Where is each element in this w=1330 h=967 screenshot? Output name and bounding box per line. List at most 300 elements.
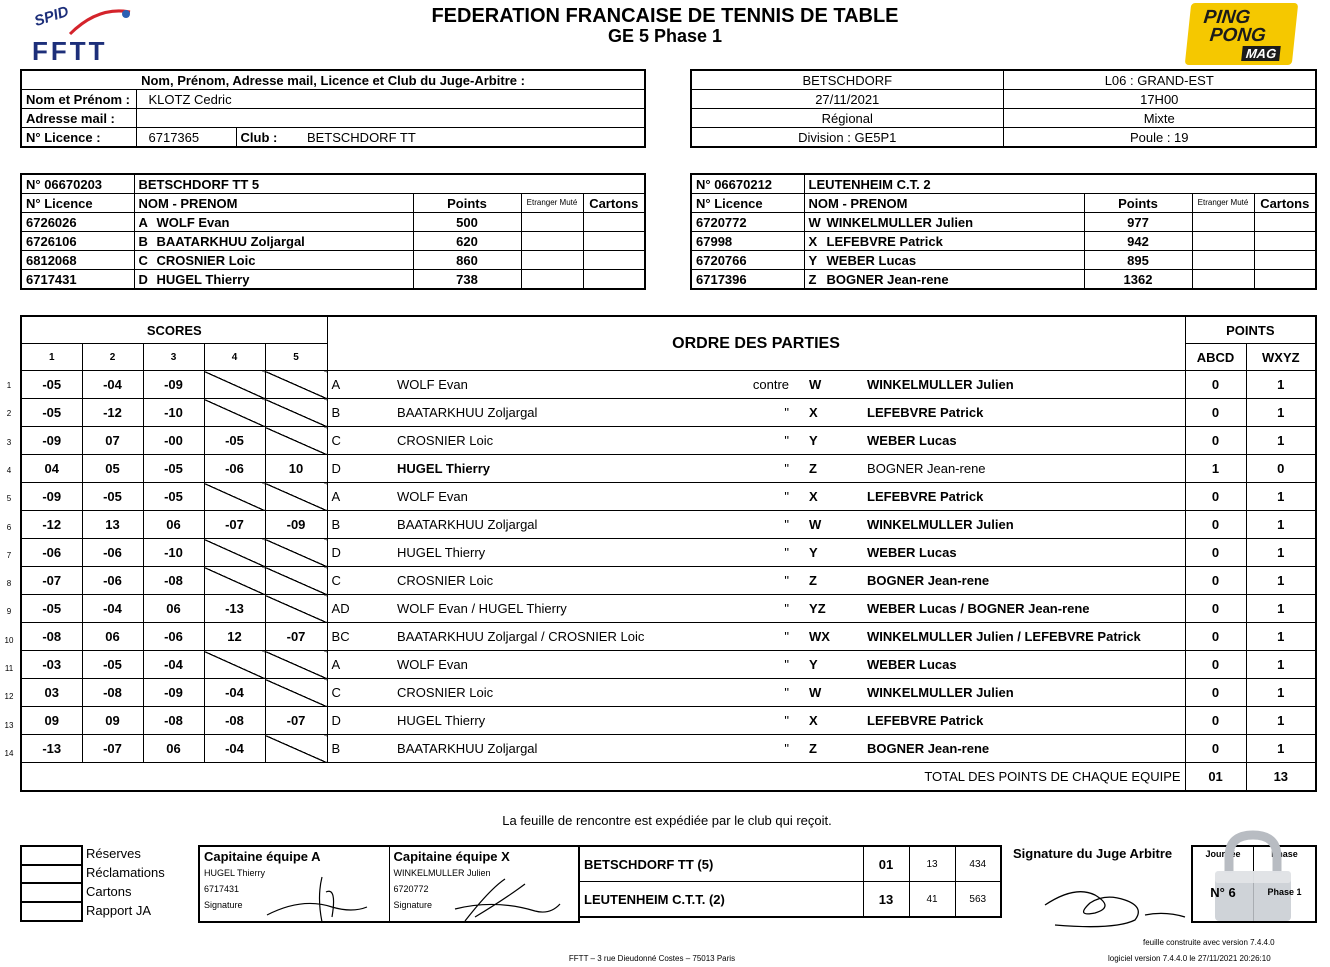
player-a-name: CROSNIER Loic bbox=[393, 567, 723, 595]
checkbox-label: Réserves bbox=[86, 846, 141, 861]
player-name: WOLF Evan bbox=[156, 214, 230, 230]
player-foreign bbox=[521, 232, 583, 251]
set-1-score: 04 bbox=[21, 455, 82, 483]
player-x-name: WINKELMULLER Julien / LEFEBVRE Patrick bbox=[863, 623, 1185, 651]
page-title: FEDERATION FRANCAISE DE TENNIS DE TABLE bbox=[431, 5, 899, 27]
set-4-score: -04 bbox=[204, 735, 265, 763]
player-a-letter: B bbox=[327, 399, 393, 427]
set-2-score: -12 bbox=[82, 399, 143, 427]
set-5-score bbox=[265, 567, 327, 595]
player-foreign bbox=[1192, 251, 1254, 270]
player-a-name: CROSNIER Loic bbox=[393, 679, 723, 707]
match-division: Division : GE5P1 bbox=[691, 128, 1003, 148]
checkbox[interactable] bbox=[20, 883, 83, 903]
team-x-player-row bbox=[691, 270, 1316, 290]
day-value: N° 6 bbox=[1210, 885, 1236, 900]
player-x-letter: Y bbox=[793, 651, 863, 679]
set-4-score: -08 bbox=[204, 707, 265, 735]
set-1-score: -05 bbox=[21, 371, 82, 399]
versus-label: " bbox=[723, 707, 793, 735]
game-row bbox=[21, 623, 1316, 651]
set-3-score: -09 bbox=[143, 371, 204, 399]
total-label: TOTAL DES POINTS DE CHAQUE EQUIPE bbox=[21, 763, 1185, 792]
team-a-col-cards: Cartons bbox=[583, 194, 645, 213]
game-row-number: 1 bbox=[6, 381, 12, 390]
set-2-score: 07 bbox=[82, 427, 143, 455]
player-licence: 6720766 bbox=[691, 251, 804, 270]
player-name: HUGEL Thierry bbox=[156, 271, 250, 287]
match-location: BETSCHDORF bbox=[691, 70, 1003, 90]
logo-ping-text: PING bbox=[1202, 7, 1252, 28]
set-4-score: -06 bbox=[204, 455, 265, 483]
versus-label: " bbox=[723, 455, 793, 483]
set-2-score: -05 bbox=[82, 651, 143, 679]
player-a-letter: C bbox=[327, 567, 393, 595]
referee-name-label: Nom et Prénom : bbox=[21, 90, 136, 109]
set-1-score: -13 bbox=[21, 735, 82, 763]
team-a-number: N° 06670203 bbox=[21, 174, 134, 194]
team-x-col-points: Points bbox=[1084, 194, 1192, 213]
player-points: 1362 bbox=[1084, 270, 1192, 290]
referee-licence-label: N° Licence : bbox=[21, 128, 136, 148]
player-a-name: HUGEL Thierry bbox=[393, 539, 723, 567]
player-licence: 6812068 bbox=[21, 251, 134, 270]
player-name-cell bbox=[134, 232, 413, 251]
player-name: BOGNER Jean-rene bbox=[826, 271, 949, 287]
player-x-letter: Y bbox=[793, 427, 863, 455]
team-a-col-name: NOM - PRENOM bbox=[134, 194, 413, 213]
player-points: 738 bbox=[413, 270, 521, 290]
points-heading: POINTS bbox=[1185, 316, 1316, 344]
referee-mail-label: Adresse mail : bbox=[21, 109, 136, 128]
set-4-score: -05 bbox=[204, 427, 265, 455]
set-2-score: -04 bbox=[82, 371, 143, 399]
set-1-score: -12 bbox=[21, 511, 82, 539]
player-x-letter: W bbox=[793, 371, 863, 399]
player-a-letter: BC bbox=[327, 623, 393, 651]
player-cards bbox=[1254, 251, 1316, 270]
player-a-letter: C bbox=[327, 679, 393, 707]
points-team-x: 1 bbox=[1246, 539, 1316, 567]
referee-club: BETSCHDORF TT bbox=[306, 129, 416, 145]
set-3-score: -05 bbox=[143, 455, 204, 483]
team-a-col-licence: N° Licence bbox=[21, 194, 134, 213]
player-name: WEBER Lucas bbox=[826, 252, 917, 268]
set-1-score: -09 bbox=[21, 427, 82, 455]
player-a-letter: C bbox=[327, 427, 393, 455]
player-letter: W bbox=[808, 214, 821, 230]
captain-a-cell bbox=[199, 846, 389, 922]
player-x-name: WEBER Lucas bbox=[863, 651, 1185, 679]
set-1-score: -05 bbox=[21, 399, 82, 427]
player-cards bbox=[583, 251, 645, 270]
player-a-letter: A bbox=[327, 371, 393, 399]
versus-label: " bbox=[723, 651, 793, 679]
page-subtitle: GE 5 Phase 1 bbox=[607, 26, 723, 46]
set-2-score: -08 bbox=[82, 679, 143, 707]
team-x-col-cards: Cartons bbox=[1254, 194, 1316, 213]
player-name-cell bbox=[134, 213, 413, 232]
result-team-a-sets: 13 bbox=[909, 846, 955, 882]
game-row-number: 14 bbox=[4, 748, 14, 758]
points-col-abcd: ABCD bbox=[1185, 344, 1246, 371]
player-name: BAATARKHUU Zoljargal bbox=[156, 233, 305, 249]
ping-pong-mag-logo bbox=[1185, 3, 1299, 65]
lock-icon bbox=[1199, 827, 1307, 923]
game-row bbox=[21, 651, 1316, 679]
player-x-name: WEBER Lucas bbox=[863, 427, 1185, 455]
player-a-name: HUGEL Thierry bbox=[393, 707, 723, 735]
player-x-name: LEFEBVRE Patrick bbox=[863, 399, 1185, 427]
set-5-score bbox=[265, 539, 327, 567]
total-team-x: 13 bbox=[1246, 763, 1316, 792]
player-a-letter: A bbox=[327, 483, 393, 511]
team-a-player-row bbox=[21, 270, 645, 290]
referee-signature-icon bbox=[1035, 865, 1195, 935]
checkbox[interactable] bbox=[20, 864, 83, 884]
games-table bbox=[20, 315, 1317, 792]
player-name: LEFEBVRE Patrick bbox=[826, 233, 943, 249]
player-a-name: BAATARKHUU Zoljargal bbox=[393, 399, 723, 427]
team-a-player-row bbox=[21, 251, 645, 270]
set-1-score: 03 bbox=[21, 679, 82, 707]
referee-mail bbox=[136, 109, 645, 128]
player-x-letter: X bbox=[793, 483, 863, 511]
set-3-score: -06 bbox=[143, 623, 204, 651]
player-foreign bbox=[1192, 232, 1254, 251]
player-x-letter: Z bbox=[793, 735, 863, 763]
set-label-1: 1 bbox=[21, 344, 82, 371]
game-row bbox=[21, 455, 1316, 483]
player-a-name: WOLF Evan / HUGEL Thierry bbox=[393, 595, 723, 623]
set-5-score: -07 bbox=[265, 707, 327, 735]
order-heading: ORDRE DES PARTIES bbox=[327, 316, 1185, 371]
day-label: Journée bbox=[1205, 849, 1241, 859]
points-team-x: 1 bbox=[1246, 511, 1316, 539]
captain-x-licence: 6720772 bbox=[393, 884, 429, 894]
player-name-cell bbox=[804, 232, 1084, 251]
player-cards bbox=[583, 232, 645, 251]
set-3-score: -00 bbox=[143, 427, 204, 455]
player-x-letter: W bbox=[793, 679, 863, 707]
points-team-a: 0 bbox=[1185, 539, 1246, 567]
player-name-cell bbox=[804, 213, 1084, 232]
match-date: 27/11/2021 bbox=[691, 90, 1003, 109]
results-table bbox=[578, 845, 1002, 918]
player-x-letter: Z bbox=[793, 567, 863, 595]
software-note: logiciel version 7.4.4.0 le 27/11/2021 20:26:10 bbox=[1108, 954, 1271, 963]
logo-pong-text: PONG bbox=[1208, 25, 1267, 46]
team-a-col-foreign: Etranger Muté bbox=[521, 194, 583, 213]
match-level: Régional bbox=[691, 109, 1003, 128]
team-a-name: BETSCHDORF TT 5 bbox=[134, 174, 645, 194]
game-row-number: 12 bbox=[4, 692, 14, 702]
game-row bbox=[21, 595, 1316, 623]
game-row bbox=[21, 679, 1316, 707]
player-cards bbox=[1254, 232, 1316, 251]
set-4-score: -13 bbox=[204, 595, 265, 623]
set-2-score: 06 bbox=[82, 623, 143, 651]
team-a-player-row bbox=[21, 213, 645, 232]
points-team-x: 1 bbox=[1246, 651, 1316, 679]
set-3-score: -08 bbox=[143, 567, 204, 595]
player-x-letter: WX bbox=[793, 623, 863, 651]
player-x-name: LEFEBVRE Patrick bbox=[863, 483, 1185, 511]
points-col-wxyz: WXYZ bbox=[1246, 344, 1316, 371]
set-1-score: -05 bbox=[21, 595, 82, 623]
result-team-a: BETSCHDORF TT (5) bbox=[579, 846, 863, 882]
versus-label: contre bbox=[723, 371, 793, 399]
player-name-cell bbox=[134, 270, 413, 290]
set-5-score bbox=[265, 371, 327, 399]
referee-table bbox=[20, 69, 646, 148]
player-x-letter: X bbox=[793, 399, 863, 427]
team-x-number: N° 06670212 bbox=[691, 174, 804, 194]
player-licence: 6717431 bbox=[21, 270, 134, 290]
player-foreign bbox=[521, 213, 583, 232]
team-x-col-licence: N° Licence bbox=[691, 194, 804, 213]
player-a-letter: B bbox=[327, 511, 393, 539]
set-3-score: -10 bbox=[143, 399, 204, 427]
sent-note: La feuille de rencontre est expédiée par le club qui reçoit. bbox=[502, 813, 832, 828]
game-row-number: 9 bbox=[6, 607, 12, 617]
player-x-name: WINKELMULLER Julien bbox=[863, 371, 1185, 399]
set-label-2: 2 bbox=[82, 344, 143, 371]
player-name: CROSNIER Loic bbox=[156, 252, 256, 268]
set-3-score: 06 bbox=[143, 595, 204, 623]
set-5-score: 10 bbox=[265, 455, 327, 483]
set-label-5: 5 bbox=[265, 344, 327, 371]
versus-label: " bbox=[723, 567, 793, 595]
set-label-3: 3 bbox=[143, 344, 204, 371]
player-letter: D bbox=[138, 271, 148, 287]
player-x-letter: X bbox=[793, 707, 863, 735]
game-row-number: 6 bbox=[6, 522, 12, 532]
player-a-name: WOLF Evan bbox=[393, 483, 723, 511]
points-team-x: 1 bbox=[1246, 567, 1316, 595]
player-cards bbox=[1254, 270, 1316, 290]
match-info-table bbox=[690, 69, 1317, 148]
match-category: Mixte bbox=[1003, 109, 1316, 128]
referee-name: KLOTZ Cedric bbox=[136, 90, 645, 109]
set-5-score bbox=[265, 735, 327, 763]
points-team-a: 0 bbox=[1185, 567, 1246, 595]
set-1-score: -09 bbox=[21, 483, 82, 511]
points-team-x: 1 bbox=[1246, 679, 1316, 707]
captain-a-label: Capitaine équipe A bbox=[204, 849, 321, 864]
player-foreign bbox=[1192, 213, 1254, 232]
result-team-x-sets: 41 bbox=[909, 882, 955, 918]
set-5-score bbox=[265, 651, 327, 679]
player-a-letter: B bbox=[327, 735, 393, 763]
player-points: 500 bbox=[413, 213, 521, 232]
team-x-col-foreign: Etranger Muté bbox=[1192, 194, 1254, 213]
player-letter: Z bbox=[808, 271, 817, 287]
player-letter: Y bbox=[808, 252, 818, 268]
player-a-name: BAATARKHUU Zoljargal bbox=[393, 735, 723, 763]
match-league: L06 : GRAND-EST bbox=[1003, 70, 1316, 90]
points-team-x: 1 bbox=[1246, 623, 1316, 651]
set-1-score: 09 bbox=[21, 707, 82, 735]
versus-label: " bbox=[723, 595, 793, 623]
player-cards bbox=[583, 213, 645, 232]
player-letter: B bbox=[138, 233, 148, 249]
points-team-x: 1 bbox=[1246, 595, 1316, 623]
player-licence: 6720772 bbox=[691, 213, 804, 232]
checkbox-label: Rapport JA bbox=[86, 903, 152, 918]
versus-label: " bbox=[723, 427, 793, 455]
result-team-x: LEUTENHEIM C.T.T. (2) bbox=[579, 882, 863, 918]
game-row bbox=[21, 511, 1316, 539]
player-name-cell bbox=[804, 270, 1084, 290]
game-row bbox=[21, 399, 1316, 427]
player-points: 895 bbox=[1084, 251, 1192, 270]
player-cards bbox=[1254, 213, 1316, 232]
points-team-x: 1 bbox=[1246, 735, 1316, 763]
set-4-score: -07 bbox=[204, 511, 265, 539]
player-licence: 67998 bbox=[691, 232, 804, 251]
set-label-4: 4 bbox=[204, 344, 265, 371]
set-3-score: -04 bbox=[143, 651, 204, 679]
team-x-col-name: NOM - PRENOM bbox=[804, 194, 1084, 213]
checkbox[interactable] bbox=[20, 845, 83, 866]
set-1-score: -08 bbox=[21, 623, 82, 651]
points-team-a: 0 bbox=[1185, 707, 1246, 735]
set-1-score: -06 bbox=[21, 539, 82, 567]
points-team-a: 0 bbox=[1185, 371, 1246, 399]
game-row bbox=[21, 707, 1316, 735]
set-3-score: 06 bbox=[143, 511, 204, 539]
points-team-x: 1 bbox=[1246, 483, 1316, 511]
set-2-score: -04 bbox=[82, 595, 143, 623]
points-team-x: 1 bbox=[1246, 399, 1316, 427]
scores-heading: SCORES bbox=[21, 316, 327, 344]
team-a-table bbox=[20, 173, 646, 290]
player-points: 977 bbox=[1084, 213, 1192, 232]
captain-x-cell bbox=[389, 846, 579, 922]
player-a-name: BAATARKHUU Zoljargal bbox=[393, 511, 723, 539]
player-a-letter: D bbox=[327, 455, 393, 483]
result-team-x-balls: 563 bbox=[955, 882, 1001, 918]
player-x-name: BOGNER Jean-rene bbox=[863, 735, 1185, 763]
logo-spid-text: SPID bbox=[32, 3, 71, 30]
game-row-number: 7 bbox=[6, 550, 12, 560]
set-2-score: 05 bbox=[82, 455, 143, 483]
player-x-letter: YZ bbox=[793, 595, 863, 623]
player-a-letter: D bbox=[327, 707, 393, 735]
player-foreign bbox=[1192, 270, 1254, 290]
points-team-a: 0 bbox=[1185, 427, 1246, 455]
points-team-a: 0 bbox=[1185, 651, 1246, 679]
match-time: 17H00 bbox=[1003, 90, 1316, 109]
player-points: 620 bbox=[413, 232, 521, 251]
points-team-a: 0 bbox=[1185, 483, 1246, 511]
set-5-score bbox=[265, 679, 327, 707]
player-a-name: WOLF Evan bbox=[393, 371, 723, 399]
set-4-score: -04 bbox=[204, 679, 265, 707]
player-x-name: WEBER Lucas / BOGNER Jean-rene bbox=[863, 595, 1185, 623]
points-team-x: 0 bbox=[1246, 455, 1316, 483]
logo-fftt-text: FFTT bbox=[32, 36, 108, 66]
player-x-letter: W bbox=[793, 511, 863, 539]
player-a-letter: AD bbox=[327, 595, 393, 623]
game-row-number: 2 bbox=[6, 409, 12, 419]
set-3-score: 06 bbox=[143, 735, 204, 763]
team-x-name: LEUTENHEIM C.T. 2 bbox=[804, 174, 1316, 194]
captain-a-licence: 6717431 bbox=[204, 884, 240, 894]
referee-signature-label: Signature du Juge Arbitre bbox=[1013, 846, 1173, 861]
result-team-a-balls: 434 bbox=[955, 846, 1001, 882]
versus-label: " bbox=[723, 679, 793, 707]
game-row bbox=[21, 539, 1316, 567]
set-5-score bbox=[265, 399, 327, 427]
set-5-score: -07 bbox=[265, 623, 327, 651]
points-team-a: 0 bbox=[1185, 511, 1246, 539]
referee-heading: Nom, Prénom, Adresse mail, Licence et Club du Juge-Arbitre : bbox=[21, 70, 645, 90]
set-3-score: -05 bbox=[143, 483, 204, 511]
checkbox-label: Cartons bbox=[86, 884, 132, 899]
set-3-score: -09 bbox=[143, 679, 204, 707]
set-5-score: -09 bbox=[265, 511, 327, 539]
player-licence: 6726026 bbox=[21, 213, 134, 232]
player-letter: A bbox=[138, 214, 148, 230]
points-team-a: 1 bbox=[1185, 455, 1246, 483]
versus-label: " bbox=[723, 623, 793, 651]
result-team-a-points: 01 bbox=[863, 846, 909, 882]
total-team-a: 01 bbox=[1185, 763, 1246, 792]
set-5-score bbox=[265, 427, 327, 455]
set-4-score bbox=[204, 567, 265, 595]
referee-club-label: Club : bbox=[240, 129, 278, 145]
player-cards bbox=[583, 270, 645, 290]
team-x-player-row bbox=[691, 232, 1316, 251]
player-a-letter: A bbox=[327, 651, 393, 679]
game-row-number: 3 bbox=[6, 437, 12, 447]
player-name-cell bbox=[134, 251, 413, 270]
checkbox[interactable] bbox=[20, 902, 83, 922]
player-a-letter: D bbox=[327, 539, 393, 567]
set-5-score bbox=[265, 483, 327, 511]
team-x-player-row bbox=[691, 251, 1316, 270]
player-a-name: WOLF Evan bbox=[393, 651, 723, 679]
points-team-a: 0 bbox=[1185, 623, 1246, 651]
captain-x-signature-icon bbox=[445, 869, 565, 922]
set-4-score bbox=[204, 399, 265, 427]
points-team-a: 0 bbox=[1185, 595, 1246, 623]
game-row-number: 13 bbox=[4, 720, 14, 730]
set-2-score: 09 bbox=[82, 707, 143, 735]
captain-a-signature-icon bbox=[262, 867, 372, 922]
set-4-score bbox=[204, 539, 265, 567]
day-phase-box bbox=[1191, 845, 1317, 923]
match-pool: Poule : 19 bbox=[1003, 128, 1316, 148]
set-1-score: -07 bbox=[21, 567, 82, 595]
set-4-score bbox=[204, 483, 265, 511]
points-team-a: 0 bbox=[1185, 679, 1246, 707]
player-foreign bbox=[521, 251, 583, 270]
versus-label: " bbox=[723, 511, 793, 539]
player-a-name: HUGEL Thierry bbox=[393, 455, 723, 483]
player-x-name: WINKELMULLER Julien bbox=[863, 679, 1185, 707]
captain-a-name: HUGEL Thierry bbox=[204, 868, 266, 878]
player-x-name: BOGNER Jean-rene bbox=[863, 567, 1185, 595]
captain-a-signature-label: Signature bbox=[204, 900, 243, 910]
player-points: 942 bbox=[1084, 232, 1192, 251]
player-x-letter: Z bbox=[793, 455, 863, 483]
player-x-letter: Y bbox=[793, 539, 863, 567]
captains-table bbox=[198, 845, 580, 923]
phase-label: Phase bbox=[1271, 849, 1298, 859]
